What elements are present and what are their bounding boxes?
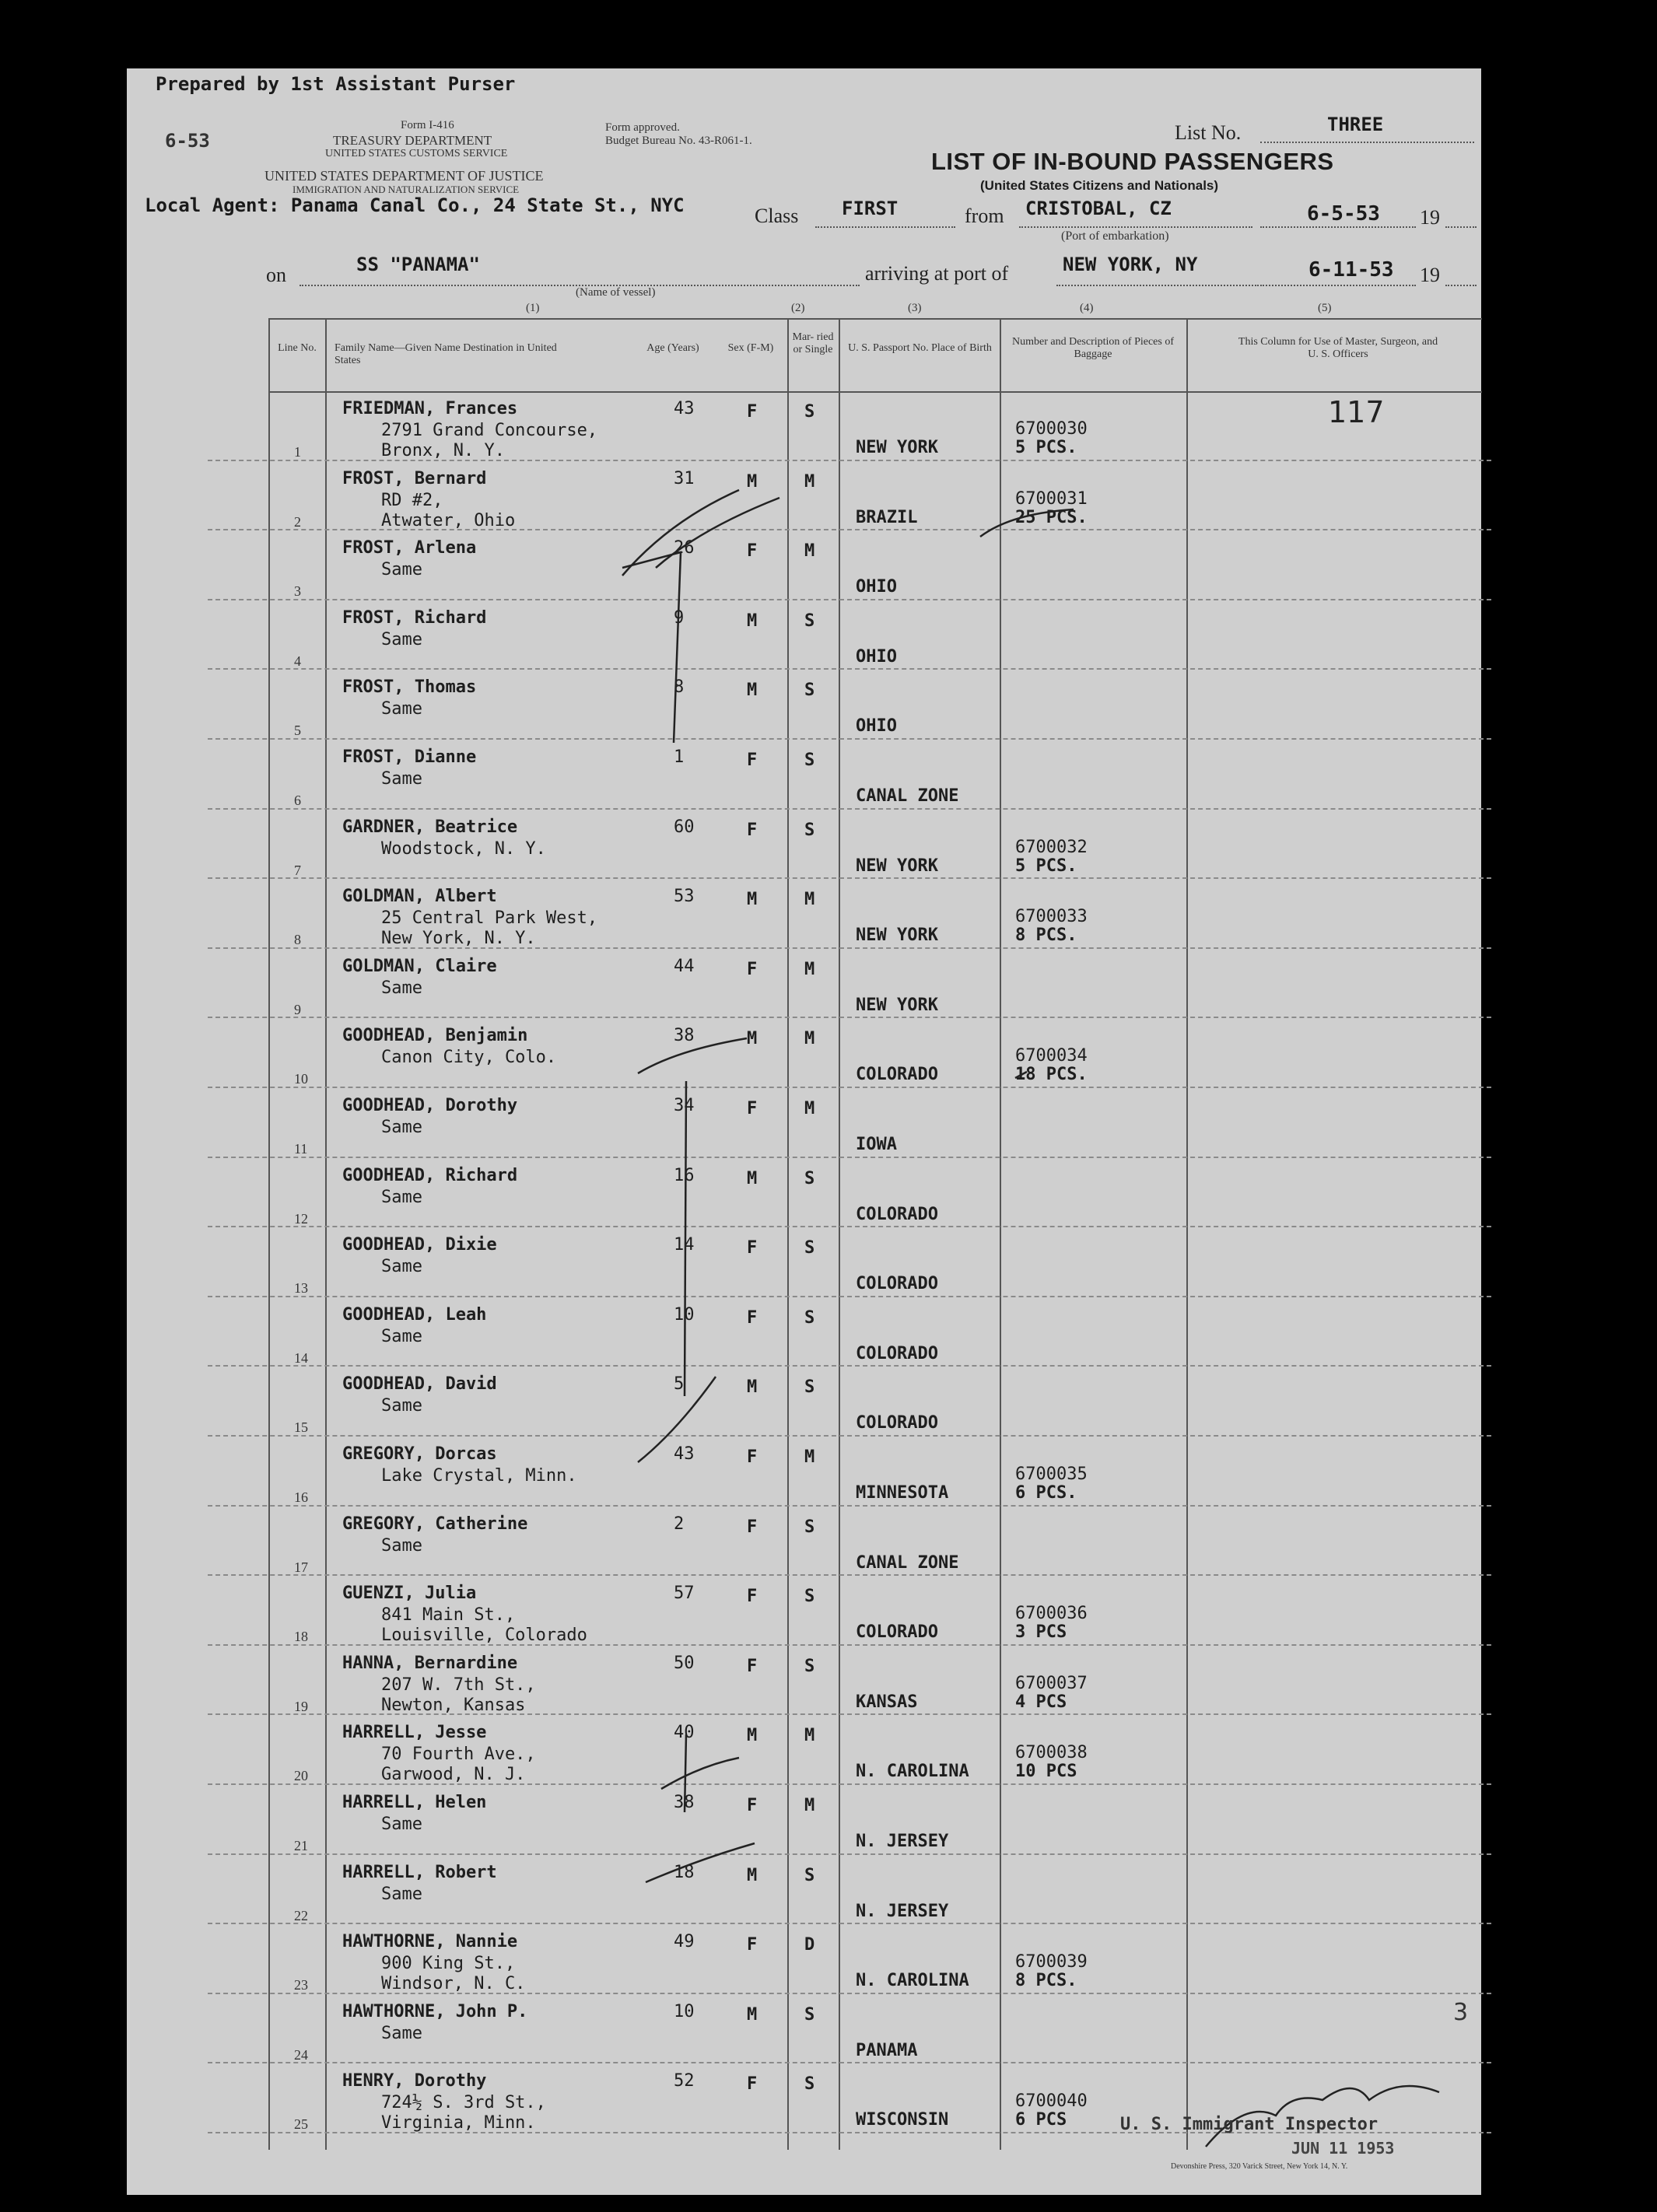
arriving-label: arriving at port of [865, 262, 1009, 285]
address-line-1: 2791 Grand Concourse, [381, 421, 598, 440]
place-of-birth: MINNESOTA [856, 1483, 949, 1503]
arrival-date: 6-11-53 [1308, 258, 1394, 282]
baggage-number: 6700033 [1015, 907, 1088, 927]
doc-number: 6-53 [165, 130, 210, 152]
line-number: 3 [294, 583, 301, 600]
marital-status: S [804, 751, 815, 770]
side-mark: 3 [1453, 1999, 1469, 2026]
line-number: 21 [294, 1838, 308, 1853]
address-line-1: Same [381, 699, 422, 719]
sex: F [747, 541, 758, 562]
place-of-birth: BRAZIL [856, 507, 918, 527]
marital-status: S [804, 611, 815, 631]
header-age: Age (Years) [646, 342, 699, 354]
sex: F [747, 1447, 758, 1467]
address-line-2: Newton, Kansas [381, 1695, 526, 1715]
age: 5 [674, 1374, 685, 1395]
form-number: Form I-416 [401, 119, 454, 131]
place-of-birth: N. JERSEY [856, 1901, 949, 1921]
marital-status: M [804, 541, 815, 562]
class-value: FIRST [842, 198, 899, 219]
address-line-1: 724½ S. 3rd St., [381, 2093, 546, 2113]
sex: F [747, 402, 758, 422]
age: 44 [674, 956, 695, 976]
sex: F [747, 1935, 758, 1955]
officer-number: 117 [1328, 395, 1385, 429]
age: 60 [674, 817, 695, 837]
baggage-number: 6700039 [1015, 1952, 1088, 1972]
sex: M [747, 1029, 758, 1049]
marital-status: M [804, 959, 815, 979]
place-of-birth: COLORADO [856, 1413, 938, 1433]
address-line-1: Same [381, 560, 422, 580]
passenger-name: GOLDMAN, Claire [342, 956, 497, 976]
place-of-birth: KANSAS [856, 1692, 918, 1712]
marital-status: M [804, 1099, 815, 1118]
on-label: on [266, 264, 286, 286]
prepared-by: Prepared by 1st Assistant Purser [156, 73, 516, 95]
passenger-name: HARRELL, Robert [342, 1862, 497, 1882]
address-line-1: Same [381, 1815, 422, 1834]
baggage-number: 6700036 [1015, 1604, 1088, 1624]
address-line-1: Lake Crystal, Minn. [381, 1466, 577, 1486]
address-line-1: Same [381, 2023, 422, 2043]
address-line-1: Same [381, 1396, 422, 1416]
passenger-name: HAWTHORNE, John P. [342, 2001, 528, 2021]
marital-status: S [804, 1238, 815, 1258]
baggage-number: 6700032 [1015, 837, 1088, 857]
passenger-name: FROST, Thomas [342, 677, 477, 698]
address-line-2: Virginia, Minn. [381, 2113, 536, 2133]
sex: M [747, 2004, 758, 2025]
passenger-name: GREGORY, Catherine [342, 1514, 528, 1534]
age: 10 [674, 1304, 695, 1325]
marital-status: S [804, 1307, 815, 1328]
passenger-name: GOLDMAN, Albert [342, 887, 497, 907]
line-number: 7 [294, 862, 301, 878]
age: 49 [674, 1932, 695, 1952]
header-officers: This Column for Use of Master, Surgeon, and U. S. Officers [1238, 336, 1438, 360]
age: 57 [674, 1584, 695, 1604]
baggage-pieces: 3 PCS [1015, 1622, 1067, 1643]
place-of-birth: N. JERSEY [856, 1832, 949, 1851]
place-of-birth: PANAMA [856, 2040, 918, 2060]
age: 50 [674, 1653, 695, 1673]
vessel-name: SS "PANAMA" [356, 254, 480, 275]
address-line-1: Same [381, 1884, 422, 1904]
passenger-name: GOODHEAD, Richard [342, 1165, 518, 1185]
address-line-1: Same [381, 1257, 422, 1277]
place-of-birth: OHIO [856, 716, 897, 737]
line-number: 2 [294, 513, 301, 530]
baggage-pieces: 25 PCS. [1015, 507, 1088, 527]
place-of-birth: COLORADO [856, 1343, 938, 1363]
address-line-2: Bronx, N. Y. [381, 441, 505, 460]
marital-status: S [804, 402, 815, 422]
sex: M [747, 1726, 758, 1746]
sex: F [747, 1796, 758, 1815]
page-subtitle: (United States Citizens and Nationals) [980, 178, 1219, 193]
passenger-name: GUENZI, Julia [342, 1584, 477, 1604]
age: 9 [674, 607, 685, 628]
address-line-2: Windsor, N. C. [381, 1974, 526, 1994]
age: 31 [674, 468, 695, 488]
form-service: UNITED STATES CUSTOMS SERVICE [325, 148, 508, 159]
address-line-1: 841 Main St., [381, 1605, 516, 1626]
budget-bureau: Budget Bureau No. 43-R061-1. [605, 135, 752, 147]
baggage-number: 6700031 [1015, 488, 1088, 509]
form-department: TREASURY DEPARTMENT [333, 133, 492, 148]
baggage-pieces: 8 PCS. [1015, 1971, 1077, 1991]
passenger-name: GREGORY, Dorcas [342, 1444, 497, 1464]
marital-status: M [804, 1796, 815, 1815]
passenger-name: HARRELL, Jesse [342, 1723, 487, 1743]
marital-status: M [804, 1447, 815, 1467]
baggage-pieces: 10 PCS [1015, 1762, 1077, 1782]
age: 10 [674, 2001, 695, 2021]
sex: M [747, 1865, 758, 1885]
marital-status: S [804, 2074, 815, 2095]
marital-status: D [804, 1935, 815, 1955]
address-line-1: Woodstock, N. Y. [381, 838, 546, 859]
baggage-number: 6700038 [1015, 1743, 1088, 1763]
sex: F [747, 959, 758, 979]
age: 53 [674, 887, 695, 907]
baggage-number: 6700035 [1015, 1465, 1088, 1484]
header-name: Family Name—Given Name Destination in United States [335, 342, 557, 366]
age: 26 [674, 538, 695, 558]
place-of-birth: NEW YORK [856, 856, 938, 876]
passenger-name: FROST, Dianne [342, 747, 477, 767]
marital-status: S [804, 820, 815, 840]
sex: F [747, 820, 758, 840]
place-of-birth: WISCONSIN [856, 2110, 949, 2130]
sex: F [747, 1099, 758, 1118]
passenger-name: FROST, Bernard [342, 468, 487, 488]
passenger-name: GOODHEAD, Dorothy [342, 1096, 518, 1115]
line-number: 1 [294, 444, 301, 460]
address-line-1: Same [381, 1535, 422, 1556]
marital-status: S [804, 1656, 815, 1676]
marital-status: M [804, 890, 815, 910]
marital-status: S [804, 1377, 815, 1398]
place-of-birth: COLORADO [856, 1065, 938, 1085]
place-of-birth: COLORADO [856, 1204, 938, 1224]
address-line-1: Same [381, 769, 422, 789]
address-line-1: Same [381, 1187, 422, 1207]
line-number: 13 [294, 1280, 308, 1297]
marital-status: M [804, 1726, 815, 1746]
col-num-2: (2) [791, 302, 805, 314]
header-passport: U. S. Passport No. Place of Birth [848, 342, 992, 354]
place-of-birth: CANAL ZONE [856, 786, 959, 806]
header-sex: Sex (F-M) [727, 342, 774, 354]
form-approved: Form approved. [605, 121, 680, 134]
passenger-name: FROST, Richard [342, 607, 487, 628]
departure-date: 6-5-53 [1307, 202, 1380, 226]
header-baggage: Number and Description of Pieces of Baggage [1012, 336, 1174, 360]
list-no-label: List No. [1175, 121, 1242, 144]
address-line-1: Canon City, Colo. [381, 1048, 557, 1068]
line-number: 4 [294, 653, 301, 669]
vessel-label: (Name of vessel) [576, 286, 656, 299]
passenger-name: GOODHEAD, David [342, 1374, 497, 1395]
place-of-birth: OHIO [856, 646, 897, 667]
line-number: 11 [294, 1141, 308, 1157]
baggage-number: 6700030 [1015, 419, 1088, 439]
sex: F [747, 1307, 758, 1328]
address-line-2: New York, N. Y. [381, 929, 536, 949]
baggage-number: 6700040 [1015, 2091, 1088, 2112]
place-of-birth: COLORADO [856, 1274, 938, 1294]
stamp-date: JUN 11 1953 [1291, 2139, 1395, 2158]
marital-status: S [804, 1587, 815, 1607]
address-line-1: Same [381, 1326, 422, 1346]
baggage-number: 6700034 [1015, 1046, 1088, 1066]
line-number: 24 [294, 2046, 308, 2063]
line-number: 14 [294, 1349, 308, 1366]
address-line-1: 900 King St., [381, 1954, 516, 1974]
line-number: 15 [294, 1419, 308, 1436]
passenger-name: FRIEDMAN, Frances [342, 399, 518, 418]
address-line-1: 207 W. 7th St., [381, 1675, 536, 1695]
sex: M [747, 471, 758, 492]
from-label: from [965, 205, 1004, 227]
passenger-name: HAWTHORNE, Nannie [342, 1932, 518, 1952]
col-num-4: (4) [1080, 302, 1094, 314]
col-num-3: (3) [908, 302, 922, 314]
line-number: 25 [294, 2116, 308, 2133]
sex: F [747, 1587, 758, 1607]
address-line-1: Same [381, 978, 422, 998]
address-line-2: Atwater, Ohio [381, 510, 516, 530]
address-line-1: 25 Central Park West, [381, 908, 598, 929]
arrival-port: NEW YORK, NY [1063, 254, 1198, 275]
address-line-1: 70 Fourth Ave., [381, 1745, 536, 1765]
inspector-signature-label: U. S. Immigrant Inspector [1120, 2115, 1378, 2134]
baggage-number: 6700037 [1015, 1673, 1088, 1693]
local-agent: Local Agent: Panama Canal Co., 24 State St., NYC [145, 194, 685, 216]
place-of-birth: NEW YORK [856, 995, 938, 1015]
line-number: 22 [294, 1907, 308, 1923]
header-line-no: Line No. [278, 342, 317, 354]
baggage-pieces: 18 PCS. [1015, 1065, 1088, 1085]
age: 2 [674, 1514, 685, 1534]
baggage-pieces: 6 PCS. [1015, 1483, 1077, 1503]
marital-status: M [804, 471, 815, 492]
sex: F [747, 751, 758, 770]
year-label-2: 19 [1420, 264, 1440, 286]
line-number: 16 [294, 1489, 308, 1505]
passenger-name: GOODHEAD, Leah [342, 1304, 487, 1325]
line-number: 20 [294, 1768, 308, 1784]
baggage-pieces: 5 PCS. [1015, 856, 1077, 876]
age: 8 [674, 677, 685, 698]
place-of-birth: CANAL ZONE [856, 1552, 959, 1573]
passenger-name: HARRELL, Helen [342, 1793, 487, 1812]
marital-status: S [804, 2004, 815, 2025]
place-of-birth: OHIO [856, 577, 897, 597]
line-number: 19 [294, 1698, 308, 1714]
address-line-2: Louisville, Colorado [381, 1626, 587, 1646]
age: 34 [674, 1096, 695, 1115]
passenger-name: FROST, Arlena [342, 538, 477, 558]
age: 43 [674, 399, 695, 418]
place-of-birth: N. CAROLINA [856, 1971, 969, 1991]
address-line-1: Same [381, 1118, 422, 1137]
col-num-1: (1) [526, 302, 540, 314]
page-title: LIST OF IN-BOUND PASSENGERS [931, 148, 1334, 175]
age: 16 [674, 1165, 695, 1185]
age: 38 [674, 1026, 695, 1046]
marital-status: S [804, 1168, 815, 1188]
marital-status: S [804, 1865, 815, 1885]
address-line-2: Garwood, N. J. [381, 1765, 526, 1785]
place-of-birth: NEW YORK [856, 438, 938, 457]
header-married: Mar- ried or Single [792, 331, 834, 355]
line-number: 17 [294, 1559, 308, 1575]
marital-status: S [804, 681, 815, 701]
age: 43 [674, 1444, 695, 1464]
press-imprint: Devonshire Press, 320 Varick Street, New York 14, N. Y. [1171, 2162, 1348, 2171]
list-no-value: THREE [1327, 114, 1384, 135]
class-label: Class [755, 205, 799, 227]
baggage-pieces: 6 PCS [1015, 2110, 1067, 2130]
line-number: 10 [294, 1071, 308, 1087]
passenger-name: HANNA, Bernardine [342, 1653, 518, 1673]
place-of-birth: NEW YORK [856, 926, 938, 946]
age: 18 [674, 1862, 695, 1882]
marital-status: M [804, 1029, 815, 1049]
from-value: CRISTOBAL, CZ [1025, 198, 1172, 219]
line-number: 12 [294, 1210, 308, 1227]
place-of-birth: N. CAROLINA [856, 1762, 969, 1782]
sex: M [747, 611, 758, 631]
sex: M [747, 890, 758, 910]
baggage-pieces: 4 PCS [1015, 1692, 1067, 1712]
passenger-name: GOODHEAD, Benjamin [342, 1026, 528, 1046]
age: 14 [674, 1235, 695, 1255]
address-line-1: RD #2, [381, 490, 443, 510]
sex: M [747, 681, 758, 701]
justice-dept: UNITED STATES DEPARTMENT OF JUSTICE [264, 168, 544, 184]
marital-status: S [804, 1517, 815, 1537]
line-number: 23 [294, 1977, 308, 1993]
passenger-name: GOODHEAD, Dixie [342, 1235, 497, 1255]
sex: M [747, 1168, 758, 1188]
sex: F [747, 1656, 758, 1676]
sex: F [747, 1238, 758, 1258]
baggage-pieces: 5 PCS. [1015, 438, 1077, 457]
sex: F [747, 1517, 758, 1537]
address-line-1: Same [381, 629, 422, 649]
baggage-pieces: 8 PCS. [1015, 926, 1077, 946]
line-number: 18 [294, 1629, 308, 1645]
sex: M [747, 1377, 758, 1398]
embarkation-label: (Port of embarkation) [1061, 229, 1169, 243]
age: 40 [674, 1723, 695, 1743]
passenger-name: HENRY, Dorothy [342, 2071, 487, 2091]
line-number: 8 [294, 932, 301, 948]
age: 38 [674, 1793, 695, 1812]
age: 1 [674, 747, 685, 767]
place-of-birth: COLORADO [856, 1622, 938, 1643]
line-number: 9 [294, 1001, 301, 1017]
age: 52 [674, 2071, 695, 2091]
line-number: 6 [294, 793, 301, 808]
line-number: 5 [294, 723, 301, 739]
place-of-birth: IOWA [856, 1135, 897, 1154]
col-num-5: (5) [1318, 302, 1332, 314]
year-label: 19 [1420, 206, 1440, 229]
ins-service: IMMIGRATION AND NATURALIZATION SERVICE [293, 184, 520, 195]
sex: F [747, 2074, 758, 2095]
passenger-name: GARDNER, Beatrice [342, 817, 518, 837]
